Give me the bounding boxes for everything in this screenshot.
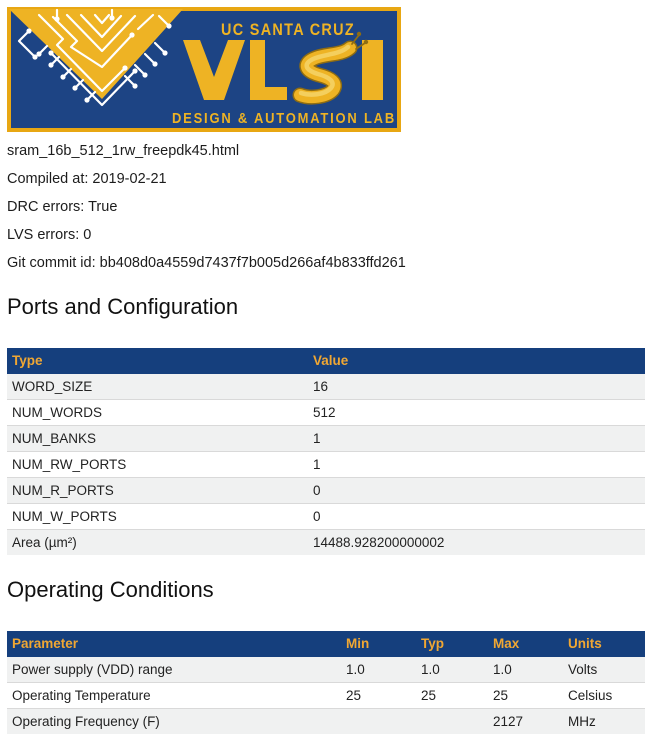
table-cell: 25 (416, 683, 488, 709)
table-row (7, 657, 645, 683)
table-cell: 14488.928200000002 (308, 530, 645, 556)
column-header: Value (308, 348, 645, 374)
table-row (7, 530, 645, 556)
bottom-spacer (7, 734, 662, 754)
table-row (7, 683, 645, 709)
column-header: Type (7, 348, 308, 374)
table-row (7, 374, 645, 400)
column-header: Typ (416, 631, 488, 657)
table-cell: Area (µm²) (7, 530, 308, 556)
table-cell: 0 (308, 478, 645, 504)
table-cell: WORD_SIZE (12, 379, 93, 394)
table-cell: NUM_RW_PORTS (7, 452, 308, 478)
table-cell: 0 (308, 504, 645, 530)
ports-config-table (7, 348, 645, 555)
table-cell: NUM_W_PORTS (7, 504, 308, 530)
lab-name: DESIGN & AUTOMATION LAB (172, 111, 396, 127)
table-cell: 1 (308, 452, 645, 478)
table-header-row (7, 348, 645, 374)
git-commit-line: Git commit id: bb408d0a4559d7437f7b005d266af4b833ffd261 (7, 255, 406, 271)
table-cell: 25 (341, 683, 416, 709)
operating-section-title: Operating Conditions (7, 577, 214, 602)
operating-conditions-table (7, 631, 645, 734)
table-header-row (7, 631, 645, 657)
table-cell: Power supply (VDD) range (12, 662, 173, 677)
column-header: Units (563, 631, 645, 657)
table-cell: 1 (308, 426, 645, 452)
table-cell: 512 (308, 400, 645, 426)
column-header: Parameter (7, 631, 341, 657)
table-cell: 16 (313, 379, 329, 394)
drc-errors-line: DRC errors: True (7, 199, 118, 215)
university-name: UC SANTA CRUZ (221, 21, 355, 39)
table-cell: 1.0 (346, 662, 365, 677)
table-cell (416, 709, 488, 735)
letter-i (362, 40, 383, 100)
table-cell: Operating Temperature (7, 683, 341, 709)
table-cell: 2127 (488, 709, 563, 735)
table-cell: 1.0 (421, 662, 440, 677)
table-cell: NUM_R_PORTS (7, 478, 308, 504)
table-row (7, 478, 645, 504)
table-cell: MHz (563, 709, 645, 735)
table-row (7, 452, 645, 478)
ports-section-title: Ports and Configuration (7, 294, 239, 319)
table-row (7, 709, 645, 735)
table-cell: 25 (488, 683, 563, 709)
table-row (7, 504, 645, 530)
report-filename: sram_16b_512_1rw_freepdk45.html (7, 143, 240, 159)
table-row (7, 400, 645, 426)
compiled-at-line: Compiled at: 2019-02-21 (7, 171, 167, 187)
column-header: Min (341, 631, 416, 657)
report-info (7, 143, 662, 272)
table-cell: Volts (568, 662, 598, 677)
table-cell: NUM_WORDS (7, 400, 308, 426)
table-cell: NUM_BANKS (7, 426, 308, 452)
table-cell: Celsius (563, 683, 645, 709)
lvs-errors-line: LVS errors: 0 (7, 227, 92, 243)
column-header: Max (488, 631, 563, 657)
table-cell: Operating Frequency (F) (7, 709, 341, 735)
vlsi-lab-logo (7, 7, 401, 132)
table-cell (341, 709, 416, 735)
table-row (7, 426, 645, 452)
table-cell: 1.0 (493, 662, 512, 677)
